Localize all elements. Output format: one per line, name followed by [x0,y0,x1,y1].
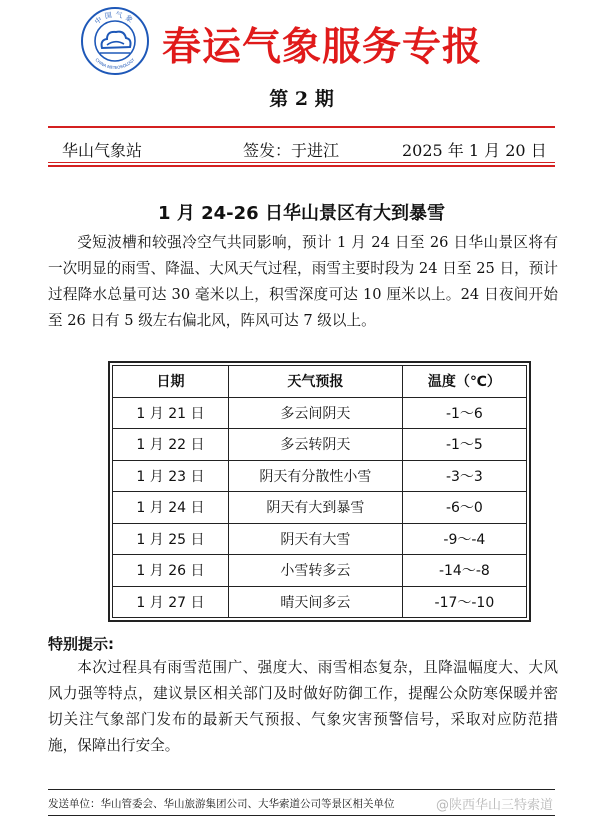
row-temp: -1～5 [402,429,526,461]
row-forecast: 阴天有分散性小雪 [228,460,402,492]
tips-title: 特别提示: [48,635,114,653]
row-date: 1 月 22 日 [113,429,229,461]
row-date: 1 月 26 日 [113,555,229,587]
header-temp: 温度（℃） [402,366,526,398]
footer-rule-bottom [48,815,555,816]
row-date: 1 月 24 日 [113,492,229,524]
meta-rule-thick [48,165,555,167]
header-date: 日期 [113,366,229,398]
row-date: 1 月 23 日 [113,460,229,492]
row-date: 1 月 21 日 [113,397,229,429]
svg-text:CHINA METEOROLOGY [94,57,135,70]
row-forecast: 多云转阴天 [228,429,402,461]
row-forecast: 小雪转多云 [228,555,402,587]
table-row [113,492,527,524]
row-temp: -14～-8 [402,555,526,587]
row-temp: -9～-4 [402,523,526,555]
watermark: @陕西华山三特索道 [436,798,554,813]
row-forecast: 阴天有大雪 [228,523,402,555]
signer: 签发：于进江 [243,141,340,160]
row-forecast: 晴天间多云 [228,586,402,618]
distribution-units: 发送单位：华山管委会、华山旅游集团公司、大华索道公司等景区相关单位 [48,798,395,810]
row-temp: -6～0 [402,492,526,524]
row-forecast: 多云间阴天 [228,397,402,429]
tips-paragraph: 本次过程具有雨雪范围广、强度大、雨雪相态复杂，且降温幅度大、大风风力强等特点，建议景区相关部门及时做好防御工作，提醒公众防寒保暖并密切关注气象部门发布的最新天气预报、气象灾害预警信号，采取对应防范措施，保障出行安全。 [48,659,558,754]
table-row [113,460,527,492]
row-temp: -1～6 [402,397,526,429]
row-temp: -3～3 [402,460,526,492]
logo-text: 中国气象 [93,10,137,27]
report-title: 春运气象服务专报 [162,24,483,70]
headline: 1 月 24-26 日华山景区有大到暴雪 [158,203,445,224]
meteorology-logo [80,6,150,76]
issue-date: 2025 年 1 月 20 日 [402,141,547,160]
header-rule [48,126,555,128]
table-row [113,429,527,461]
meta-rule [48,162,555,163]
table-row [113,555,527,587]
row-date: 1 月 25 日 [113,523,229,555]
row-date: 1 月 27 日 [113,586,229,618]
logo-text-en: CHINA METEOROLOGY [94,57,136,71]
station-name: 华山气象站 [62,141,143,160]
issue-number: 第 2 期 [269,88,334,110]
intro-paragraph: 受短波槽和较强冷空气共同影响，预计 1 月 24 日至 26 日华山景区将有一次明显的雨雪、降温、大风天气过程，雨雪主要时段为 24 日至 25 日，预计过程降水总量可达 30 毫米以上，积雪深度可达 10 厘米以上。24 日夜间开始至 26 日有 5 级左右偏北风，阵风可达 7 级以上。 [48,234,558,329]
footer-rule-top [48,789,555,790]
table-header-row [113,366,527,398]
table-row [113,586,527,618]
header-forecast: 天气预报 [228,366,402,398]
table-row [113,397,527,429]
row-temp: -17～-10 [402,586,526,618]
table-row [113,523,527,555]
row-forecast: 阴天有大到暴雪 [228,492,402,524]
forecast-table [112,365,527,618]
